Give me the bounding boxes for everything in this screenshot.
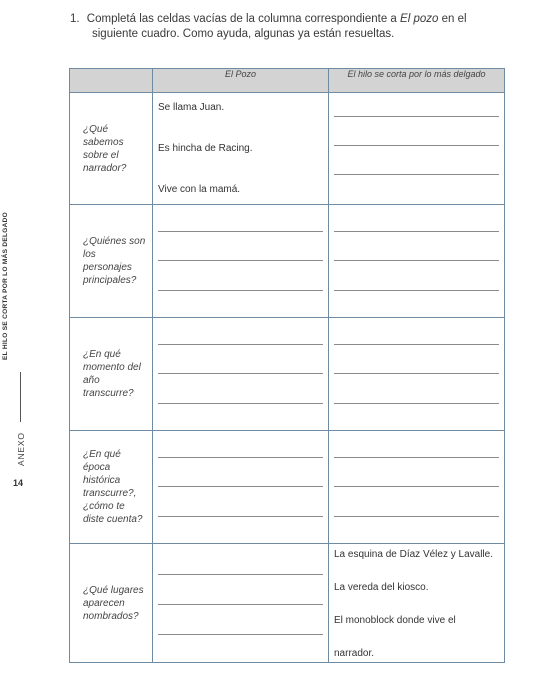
sidebar-section: ANEXO — [16, 432, 26, 466]
answer-text: La esquina de Díaz Vélez y Lavalle. — [334, 549, 493, 560]
table-header-row — [70, 69, 505, 93]
table-row — [70, 544, 505, 663]
question-momento: ¿En qué momento del año transcurre? — [70, 318, 153, 431]
answer-cell-el-hilo[interactable] — [329, 93, 505, 205]
instruction-line1: Completá las celdas vacías de la columna correspondiente a — [86, 13, 397, 25]
sidebar-book-title: EL HILO SE CORTA POR LO MÁS DELGADO — [2, 212, 9, 360]
answer-line[interactable] — [334, 290, 499, 291]
answer-cell-el-pozo[interactable] — [153, 544, 329, 663]
answer-line[interactable] — [334, 260, 499, 261]
instruction-work-title: El pozo — [400, 13, 439, 25]
answer-text: Se llama Juan. — [158, 102, 225, 113]
answer-cell-el-pozo[interactable] — [153, 318, 329, 431]
answer-text: La vereda del kiosco. — [334, 582, 429, 593]
answer-line[interactable] — [158, 403, 323, 404]
answer-line[interactable] — [158, 634, 323, 635]
instruction-number: 1. — [70, 13, 80, 25]
answer-line[interactable] — [158, 457, 323, 458]
question-lugares: ¿Qué lugares aparecen nombrados? — [70, 544, 153, 663]
answer-cell-el-pozo[interactable] — [153, 205, 329, 318]
instruction-text — [70, 12, 498, 41]
answer-line[interactable] — [334, 174, 499, 175]
question-epoca: ¿En qué época histórica transcurre?, ¿cómo te diste cuenta? — [70, 431, 153, 544]
answer-line[interactable] — [334, 403, 499, 404]
answer-cell-el-hilo — [329, 544, 505, 663]
answer-line[interactable] — [334, 231, 499, 232]
answer-line[interactable] — [334, 457, 499, 458]
answer-text: Vive con la mamá. — [158, 184, 241, 195]
answer-line[interactable] — [158, 231, 323, 232]
header-empty — [70, 69, 153, 93]
answer-cell-el-hilo[interactable] — [329, 205, 505, 318]
header-el-hilo: El hilo se corta por lo más delgado — [329, 69, 505, 93]
answer-line[interactable] — [158, 344, 323, 345]
answer-text: El monoblock donde vive el — [334, 615, 456, 626]
answer-line[interactable] — [158, 290, 323, 291]
answer-line[interactable] — [334, 116, 499, 117]
answer-line[interactable] — [158, 574, 323, 575]
instruction-line2: siguiente cuadro. Como ayuda, algunas ya están resueltas. — [92, 27, 395, 40]
answer-cell-el-hilo[interactable] — [329, 431, 505, 544]
table-row — [70, 93, 505, 205]
sidebar-divider — [20, 372, 21, 422]
answer-line[interactable] — [158, 260, 323, 261]
answer-cell-el-pozo — [153, 93, 329, 205]
answer-line[interactable] — [158, 486, 323, 487]
answer-line[interactable] — [334, 145, 499, 146]
table-row — [70, 205, 505, 318]
answer-line[interactable] — [158, 604, 323, 605]
question-narrador: ¿Qué sabemos sobre el narrador? — [70, 93, 153, 205]
answer-line[interactable] — [334, 516, 499, 517]
answer-line[interactable] — [334, 373, 499, 374]
header-el-pozo: El Pozo — [153, 69, 329, 93]
question-personajes: ¿Quiénes son los personajes principales? — [70, 205, 153, 318]
answer-text: narrador. — [334, 648, 375, 659]
table-row — [70, 431, 505, 544]
comparison-table — [69, 68, 505, 663]
instruction-line1-end: en el — [441, 13, 467, 25]
answer-line[interactable] — [158, 373, 323, 374]
answer-line[interactable] — [158, 516, 323, 517]
answer-cell-el-pozo[interactable] — [153, 431, 329, 544]
answer-cell-el-hilo[interactable] — [329, 318, 505, 431]
table-row — [70, 318, 505, 431]
answer-line[interactable] — [334, 344, 499, 345]
page-number: 14 — [13, 478, 24, 488]
answer-line[interactable] — [334, 486, 499, 487]
answer-text: Es hincha de Racing. — [158, 143, 253, 154]
